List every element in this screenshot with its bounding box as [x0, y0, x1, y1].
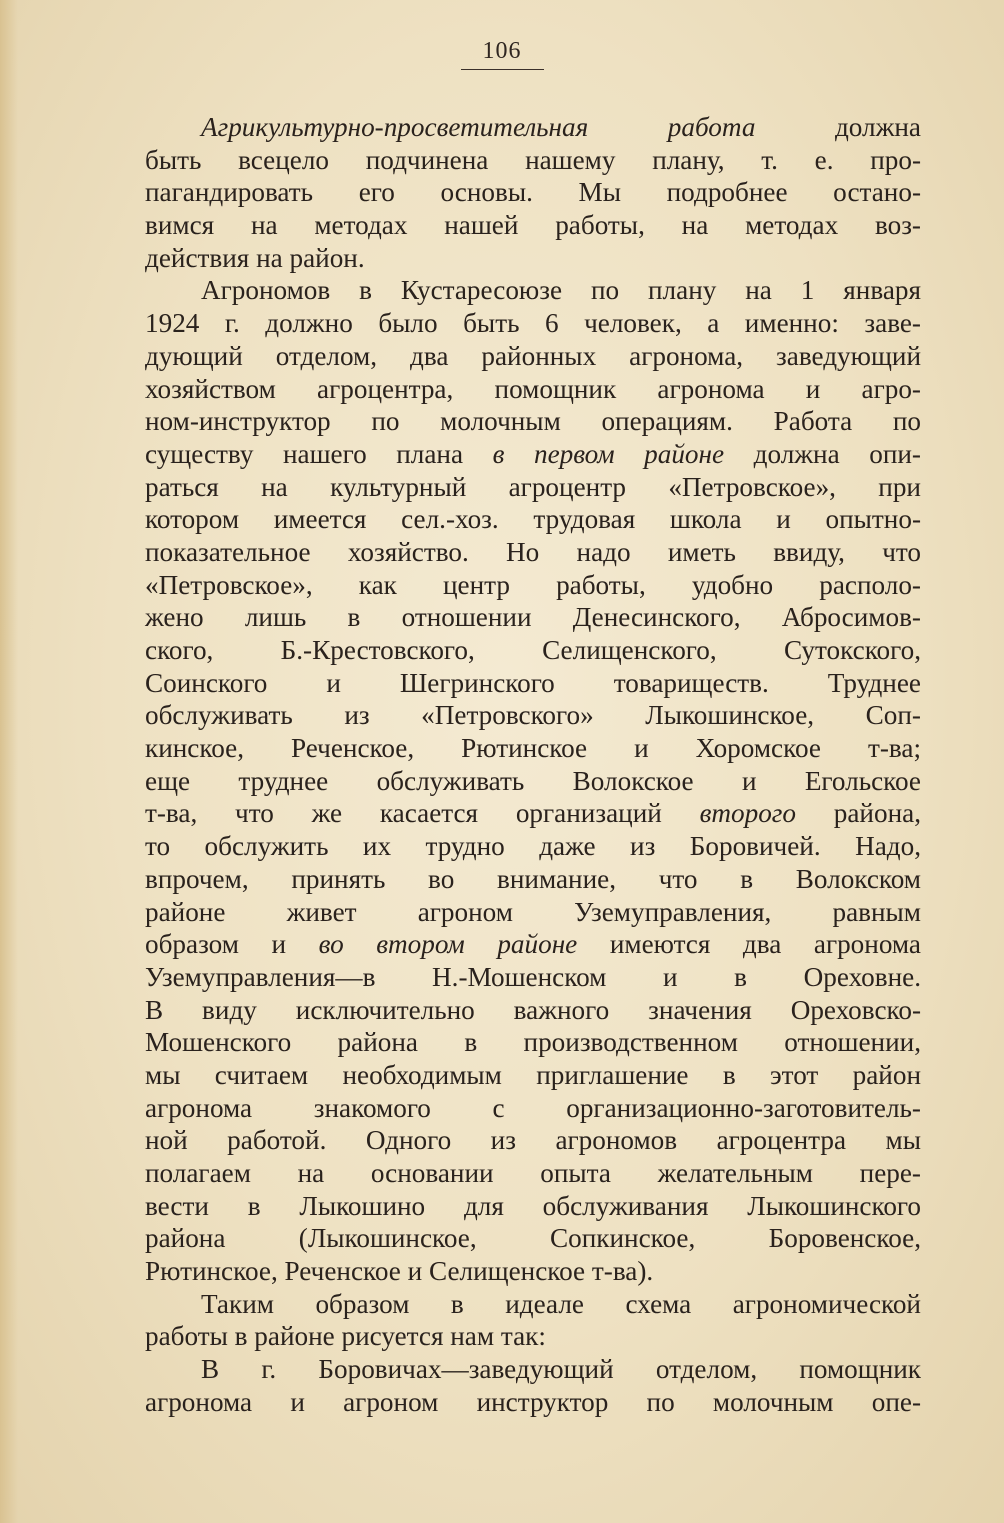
text-line: [145, 340, 921, 373]
text-line: [145, 1092, 921, 1125]
text-segment: В г. Боровичах—заведующий отделом, помощник: [201, 1354, 921, 1385]
text-segment: быть всецело подчинена нашему плану, т. е. про-: [145, 144, 921, 175]
text-line: [145, 830, 921, 863]
text-line: [145, 209, 921, 242]
text-segment: раться на культурный агроцентр «Петровское», при: [145, 471, 921, 502]
text-line: [145, 1157, 921, 1190]
text-line: [145, 1059, 921, 1092]
text-line: [145, 1288, 921, 1321]
text-segment: агронома и агроном инструктор по молочным опе-: [145, 1386, 921, 1417]
text-segment: вести в Лыкошино для обслуживания Лыкошинского: [145, 1190, 921, 1221]
italic-text-segment: Агрикультурно-просветительная работа: [201, 112, 756, 142]
text-segment: агронома знакомого с организационно-заготовитель-: [145, 1092, 921, 1123]
text-line: [145, 471, 921, 504]
text-segment: Рютинское, Реченское и Селищенское т-ва).: [145, 1256, 654, 1287]
text-line: [145, 1255, 921, 1288]
text-line: [145, 961, 921, 994]
text-line: [145, 405, 921, 438]
text-segment: т-ва, что же касается организаций: [145, 798, 700, 829]
text-segment: района,: [796, 798, 921, 829]
text-line: [145, 569, 921, 602]
text-segment: Соинского и Шегринского товариществ. Труднее: [145, 667, 921, 698]
text-segment: пагандировать его основы. Мы подробнее остано-: [145, 177, 921, 208]
text-segment: 1924 г. должно было быть 6 человек, а именно: заве-: [145, 308, 921, 339]
text-line: [145, 176, 921, 209]
text-line: [145, 1386, 921, 1419]
body-text: [145, 111, 921, 1419]
text-segment: Таким образом в идеале схема агрономической: [201, 1288, 921, 1319]
italic-text-segment: во втором районе: [318, 929, 578, 960]
text-segment: кинское, Реченское, Рютинское и Хоромское т-ва;: [145, 733, 921, 764]
text-line: [145, 274, 921, 307]
text-segment: полагаем на основании опыта желательным пере-: [145, 1158, 921, 1188]
text-segment: работы в районе рисуется нам так:: [145, 1321, 546, 1352]
text-line: [145, 536, 921, 569]
text-segment: мы считаем необходимым приглашение в этот район: [145, 1059, 921, 1090]
text-line: [145, 373, 921, 406]
text-segment: образом и: [145, 929, 319, 960]
text-line: [145, 438, 921, 471]
italic-text-segment: второго: [699, 798, 796, 829]
text-line: [145, 896, 921, 929]
text-segment: еще труднее обслуживать Волокское и Егольское: [145, 765, 921, 796]
text-line: [145, 307, 921, 340]
text-segment: ном-инструктор по молочным операциям. Работа по: [145, 406, 921, 437]
text-line: [145, 1353, 921, 1386]
text-segment: впрочем, принять во внимание, что в Волокском: [145, 863, 921, 894]
text-segment: районе живет агроном Уземуправления, равным: [145, 896, 921, 927]
text-line: [145, 797, 921, 830]
text-line: [145, 503, 921, 536]
text-segment: имеются два агронома: [577, 929, 921, 960]
text-line: [145, 144, 921, 177]
page-number: 106: [461, 38, 544, 70]
text-line: [145, 1222, 921, 1255]
text-line: [145, 765, 921, 798]
text-line: [145, 634, 921, 667]
text-line: [145, 1026, 921, 1059]
text-segment: действия на район.: [145, 242, 365, 273]
page-header: [0, 38, 1004, 70]
text-segment: то обслужить их трудно даже из Боровичей. Надо,: [145, 831, 921, 862]
text-segment: Мошенского района в производственном отношении,: [145, 1027, 921, 1058]
text-segment: ной работой. Одного из агрономов агроцентра мы: [145, 1125, 921, 1156]
text-segment: В виду исключительно важного значения Ореховско-: [145, 994, 921, 1025]
text-segment: должна опи-: [724, 438, 921, 469]
text-segment: дующий отделом, два районных агронома, заведующий: [145, 340, 921, 371]
page-edge-shadow: [0, 0, 18, 1523]
text-segment: района (Лыкошинское, Сопкинское, Боровенское,: [145, 1223, 921, 1254]
text-segment: котором имеется сел.-хоз. трудовая школа и опытно-: [145, 504, 921, 535]
text-line: [145, 601, 921, 634]
text-segment: хозяйством агроцентра, помощник агронома и агро-: [145, 373, 921, 404]
text-segment: обслуживать из «Петровского» Лыкошинское, Соп-: [145, 700, 921, 731]
text-segment: показательное хозяйство. Но надо иметь ввиду, что: [145, 536, 921, 567]
text-segment: Агрономов в Кустаресоюзе по плану на 1 января: [201, 275, 921, 306]
text-line: [145, 1320, 921, 1353]
text-segment: «Петровское», как центр работы, удобно располо-: [145, 569, 921, 600]
text-segment: вимся на методах нашей работы, на методах воз-: [145, 210, 921, 241]
text-segment: жено лишь в отношении Денесинского, Абросимов-: [145, 602, 921, 633]
text-line: [145, 242, 921, 275]
text-line: [145, 732, 921, 765]
italic-text-segment: в первом районе: [492, 438, 725, 469]
text-line: [145, 1190, 921, 1223]
text-line: [145, 667, 921, 700]
text-segment: существу нашего плана: [145, 438, 493, 469]
text-line: [145, 699, 921, 732]
text-segment: Уземуправления—в Н.-Мошенском и в Ореховне.: [145, 961, 921, 992]
text-line: [145, 111, 921, 144]
text-line: [145, 863, 921, 896]
text-line: [145, 928, 921, 961]
text-segment: ского, Б.-Крестовского, Селищенского, Сутокского,: [145, 635, 921, 665]
text-line: [145, 994, 921, 1027]
text-line: [145, 1124, 921, 1157]
text-segment: должна: [755, 112, 921, 142]
